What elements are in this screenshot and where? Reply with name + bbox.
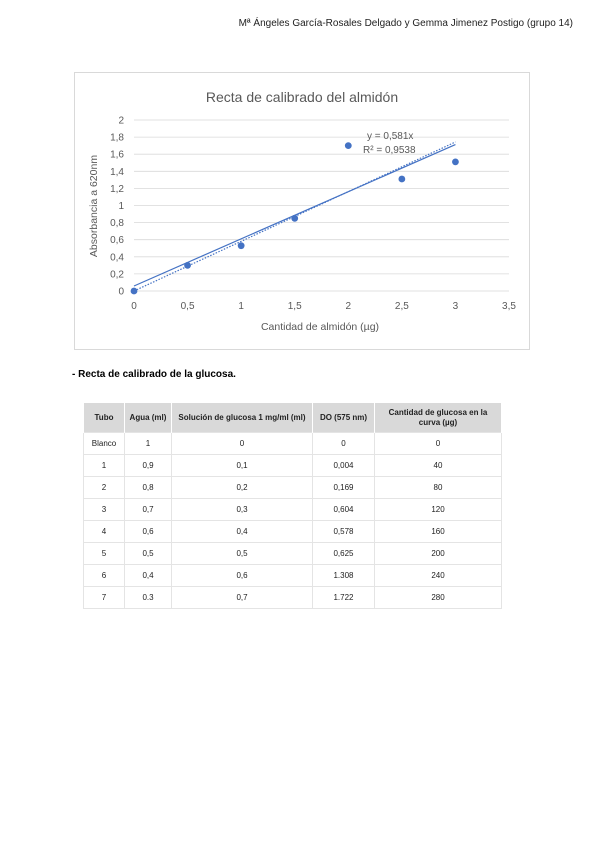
data-point [238, 242, 245, 249]
cell-agua: 0,8 [125, 477, 172, 499]
cell-agua: 0.3 [125, 587, 172, 609]
calibration-chart [74, 72, 530, 350]
table-row [84, 521, 502, 543]
y-tick-label: 1 [118, 201, 124, 212]
cell-solucion: 0,4 [172, 521, 313, 543]
cell-do: 0,578 [313, 521, 375, 543]
cell-tubo: 3 [84, 499, 125, 521]
cell-solucion: 0,7 [172, 587, 313, 609]
table-row [84, 455, 502, 477]
data-point [345, 142, 352, 149]
header-tubo: Tubo [84, 403, 125, 433]
header-cantidad: Cantidad de glucosa en la curva (µg) [375, 403, 502, 433]
x-tick-label: 1 [238, 301, 244, 312]
cell-tubo: 1 [84, 455, 125, 477]
equation-label: y = 0,581x [367, 131, 414, 142]
table-row [84, 499, 502, 521]
cell-solucion: 0 [172, 433, 313, 455]
data-point [184, 262, 191, 269]
y-tick-label: 2 [118, 115, 124, 127]
cell-tubo: 6 [84, 565, 125, 587]
chart-title: Recta de calibrado del almidón [205, 89, 399, 105]
cell-cantidad: 200 [375, 543, 502, 565]
cell-agua: 0,7 [125, 499, 172, 521]
data-point [291, 215, 298, 222]
cell-cantidad: 240 [375, 565, 502, 587]
cell-agua: 0,4 [125, 565, 172, 587]
header-agua: Agua (ml) [125, 403, 172, 433]
cell-agua: 0,5 [125, 543, 172, 565]
y-tick-label: 0,2 [110, 269, 124, 281]
table-row [84, 587, 502, 609]
cell-cantidad: 80 [375, 477, 502, 499]
cell-tubo: 5 [84, 543, 125, 565]
data-point [452, 158, 459, 165]
x-tick-label: 0,5 [180, 301, 195, 312]
y-tick-label: 0,6 [110, 235, 124, 247]
cell-cantidad: 0 [375, 433, 502, 455]
x-axis-label: Cantidad de almidón (µg) [260, 321, 380, 333]
section-title: - Recta de calibrado de la glucosa. [72, 369, 236, 380]
y-tick-label: 0,4 [110, 252, 124, 264]
table-header-row [84, 403, 502, 433]
cell-tubo: 2 [84, 477, 125, 499]
cell-do: 1.722 [313, 587, 375, 609]
table-row [84, 565, 502, 587]
x-tick-label: 0 [131, 301, 137, 312]
x-tick-label: 2 [345, 301, 352, 312]
cell-solucion: 0,3 [172, 499, 313, 521]
cell-do: 0,625 [313, 543, 375, 565]
y-tick-label: 1,8 [110, 132, 124, 144]
chart-svg [75, 73, 529, 349]
cell-do: 0,169 [313, 477, 375, 499]
cell-agua: 0,9 [125, 455, 172, 477]
y-tick-label: 0,8 [110, 218, 124, 230]
cell-do: 0,004 [313, 455, 375, 477]
cell-cantidad: 280 [375, 587, 502, 609]
cell-cantidad: 120 [375, 499, 502, 521]
y-tick-label: 1,6 [110, 149, 124, 161]
r2-label: R² = 0,9538 [363, 145, 416, 156]
y-tick-label: 0 [118, 286, 124, 298]
cell-tubo: 4 [84, 521, 125, 543]
glucose-table [83, 402, 502, 609]
cell-do: 1.308 [313, 565, 375, 587]
cell-solucion: 0,2 [172, 477, 313, 499]
cell-solucion: 0,6 [172, 565, 313, 587]
cell-do: 0,604 [313, 499, 375, 521]
x-tick-label: 3 [452, 301, 459, 312]
table-row [84, 433, 502, 455]
header-do: DO (575 nm) [313, 403, 375, 433]
cell-cantidad: 160 [375, 521, 502, 543]
header-solucion: Solución de glucosa 1 mg/ml (ml) [172, 403, 313, 433]
x-tick-label: 2,5 [394, 301, 409, 312]
cell-agua: 1 [125, 433, 172, 455]
cell-agua: 0,6 [125, 521, 172, 543]
cell-solucion: 0,5 [172, 543, 313, 565]
x-tick-label: 3,5 [502, 301, 516, 312]
cell-cantidad: 40 [375, 455, 502, 477]
cell-solucion: 0,1 [172, 455, 313, 477]
x-tick-label: 1,5 [287, 301, 302, 312]
data-point [398, 176, 405, 183]
cell-tubo: Blanco [84, 433, 125, 455]
cell-tubo: 7 [84, 587, 125, 609]
data-point [131, 288, 138, 295]
y-axis-label: Absorbancia a 620nm [88, 154, 100, 258]
document-header: Mª Ángeles García-Rosales Delgado y Gemma Jimenez Postigo (grupo 14) [238, 18, 573, 29]
table-row [84, 477, 502, 499]
cell-do: 0 [313, 433, 375, 455]
table-row [84, 543, 502, 565]
y-tick-label: 1,2 [110, 183, 124, 195]
y-tick-label: 1,4 [110, 166, 124, 178]
